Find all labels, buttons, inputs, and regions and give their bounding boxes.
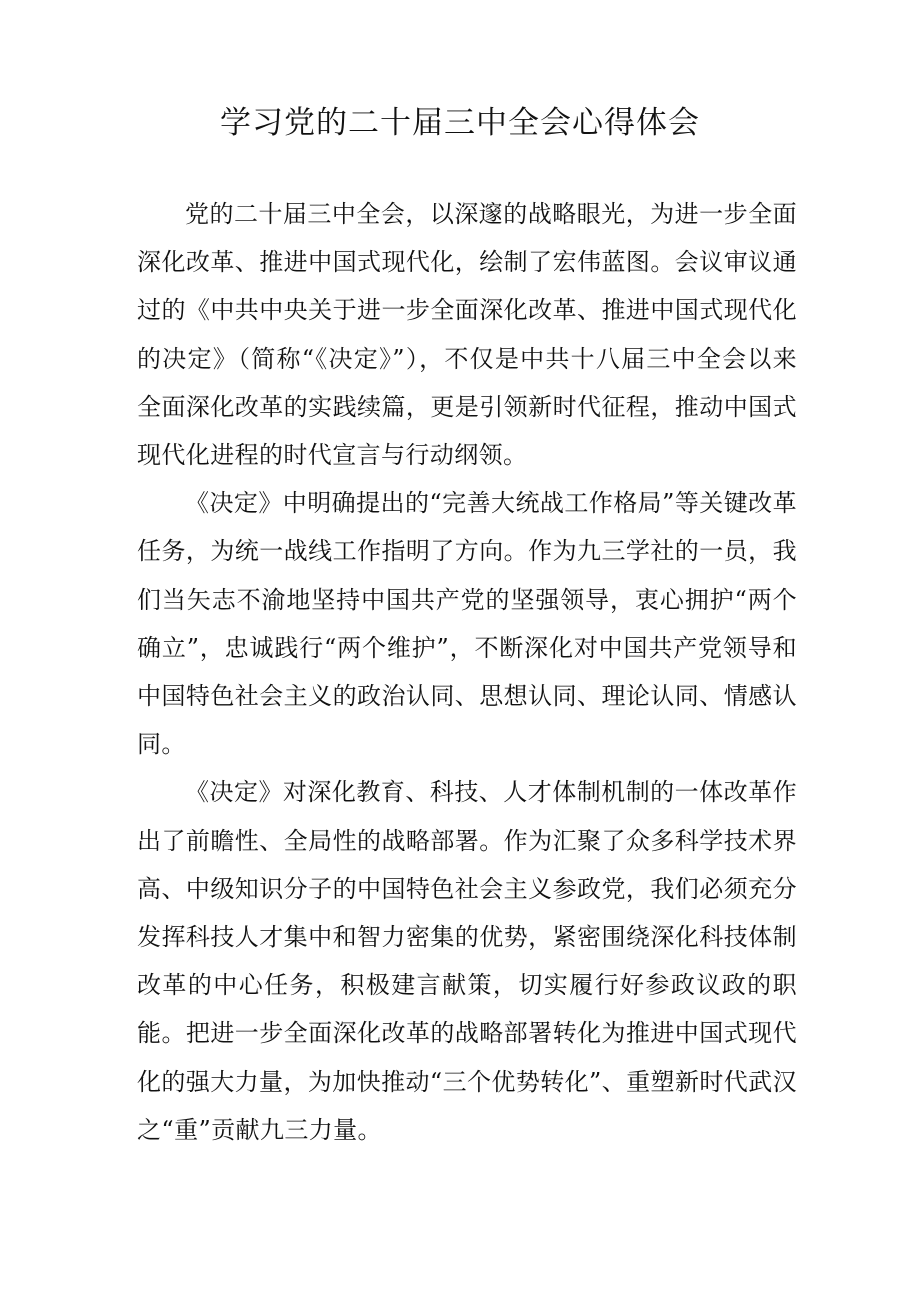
paragraph-2: 《决定》中明确提出的“完善大统战工作格局”等关键改革任务，为统一战线工作指明了方向。作为九三学社的一员，我们当矢志不渝地坚持中国共产党的坚强领导，衷心拥护“两个确立”，忠诚践行“两个维护”，不断深化对中国共产党领导和中国特色社会主义的政治认同、思想认同、理论认同、情感认同。	[137, 489, 797, 759]
document-body	[137, 190, 797, 1154]
paragraph-3: 《决定》对深化教育、科技、人才体制机制的一体改革作出了前瞻性、全局性的战略部署。作为汇聚了众多科学技术界高、中级知识分子的中国特色社会主义参政党，我们必须充分发挥科技人才集中和智力密集的优势，紧密围绕深化科技体制改革的中心任务，积极建言献策，切实履行好参政议政的职能。把进一步全面深化改革的战略部署转化为推进中国式现代化的强大力量，为加快推动“三个优势转化”、重塑新时代武汉之“重”贡献九三力量。	[137, 778, 797, 1144]
paragraph-1: 党的二十届三中全会，以深邃的战略眼光，为进一步全面深化改革、推进中国式现代化，绘制了宏伟蓝图。会议审议通过的《中共中央关于进一步全面深化改革、推进中国式现代化的决定》（简称“《决定》”），不仅是中共十八届三中全会以来全面深化改革的实践续篇，更是引领新时代征程，推动中国式现代化进程的时代宣言与行动纲领。	[137, 200, 797, 470]
document-title: 学习党的二十届三中全会心得体会	[220, 105, 700, 141]
